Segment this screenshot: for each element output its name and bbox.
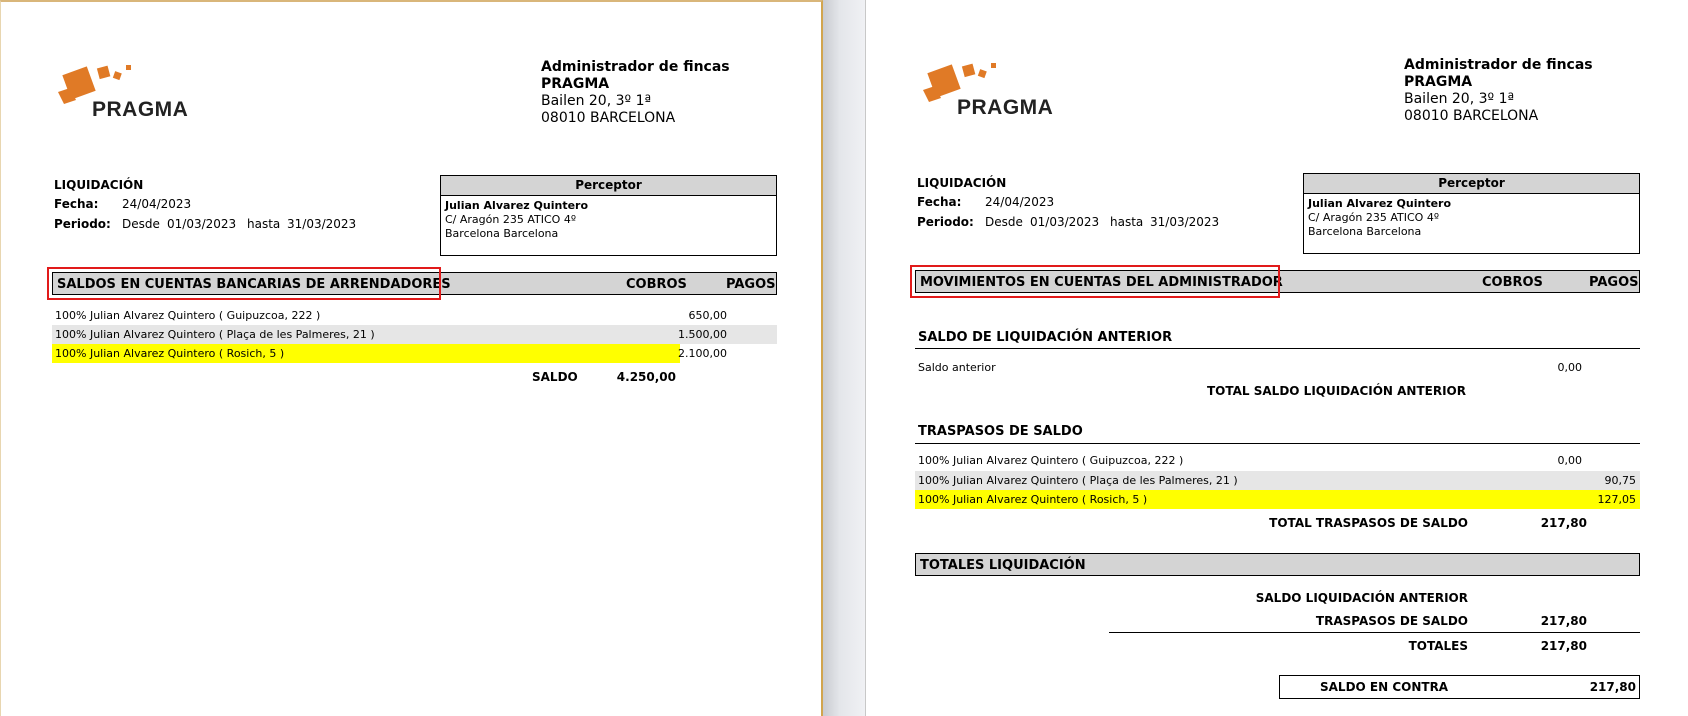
totales-traspasos-value: 217,80 [1540,614,1587,628]
fecha-value: 24/04/2023 [985,195,1055,209]
row-description: 100% Julian Alvarez Quintero ( Rosich, 5 ) [918,493,1148,506]
row-cobros: 1.500,00 [678,328,727,341]
admin-city: 08010 BARCELONA [1404,108,1539,124]
admin-title: Administrador de fincas [541,59,730,75]
section-title: SALDOS EN CUENTAS BANCARIAS DE ARRENDADORES [57,277,451,292]
total-traspasos-value: 217,80 [1540,516,1587,530]
perceptor-name: Julian Alvarez Quintero [1308,197,1452,210]
table-row [52,306,777,325]
fecha-label: Fecha: [54,197,99,211]
saldo-en-contra-label: SALDO EN CONTRA [1320,680,1449,694]
perceptor-name: Julian Alvarez Quintero [445,199,589,212]
row-description: 100% Julian Alvarez Quintero ( Guipuzcoa, 222 ) [918,454,1184,467]
saldo-en-contra-value: 217,80 [1589,680,1636,694]
desde-label: Desde [122,217,160,231]
row-description: Saldo anterior [918,361,996,374]
row-description: 100% Julian Alvarez Quintero ( Plaça de les Palmeres, 21 ) [55,328,375,341]
perceptor-city: Barcelona Barcelona [1308,225,1422,238]
perceptor-header: Perceptor [441,176,776,196]
pagos-column-header: PAGOS [1589,275,1639,290]
pagos-column-header: PAGOS [726,277,776,292]
totales-label: TOTALES [1408,639,1468,653]
annotation-highlight-box [47,267,441,300]
row-cobros: 2.100,00 [678,347,727,360]
totales-section-title: TOTALES LIQUIDACIÓN [920,558,1086,573]
row-description: 100% Julian Alvarez Quintero ( Guipuzcoa, 222 ) [55,309,321,322]
logo-text: PRAGMA [957,96,1054,119]
perceptor-box [440,175,777,256]
totales-anterior-label: SALDO LIQUIDACIÓN ANTERIOR [1255,591,1468,605]
row-cobros: 0,00 [1557,361,1582,374]
table-row [915,358,1640,377]
row-pagos: 90,75 [1604,474,1636,487]
admin-address-block [541,59,730,127]
hasta-value: 31/03/2023 [1150,215,1220,229]
table-row [52,325,777,344]
desde-label: Desde [985,215,1023,229]
pragma-logo [56,64,226,124]
document-page-left [0,0,823,716]
perceptor-box [1303,173,1640,254]
total-anterior-label: TOTAL SALDO LIQUIDACIÓN ANTERIOR [1207,384,1466,398]
totales-header-bar [915,553,1640,576]
annotation-highlight-box [910,265,1280,298]
periodo-label: Periodo: [917,215,974,229]
admin-city: 08010 BARCELONA [541,110,676,126]
totales-traspasos-label: TRASPASOS DE SALDO [1315,614,1468,628]
row-description: 100% Julian Alvarez Quintero ( Rosich, 5 ) [55,347,285,360]
document-page-right [865,0,1688,716]
table-row [915,451,1640,470]
row-description: 100% Julian Alvarez Quintero ( Plaça de les Palmeres, 21 ) [918,474,1238,487]
row-pagos: 127,05 [1597,493,1636,506]
admin-title: Administrador de fincas [1404,57,1593,73]
hasta-label: hasta [247,217,281,231]
section-title: MOVIMIENTOS EN CUENTAS DEL ADMINISTRADOR [920,275,1283,290]
hasta-label: hasta [1110,215,1144,229]
table-row-highlighted [52,344,727,363]
row-cobros: 0,00 [1557,454,1582,467]
desde-value: 01/03/2023 [167,217,237,231]
admin-name: PRAGMA [541,76,610,92]
perceptor-address: C/ Aragón 235 ATICO 4º [445,213,576,226]
page-separator [823,0,865,716]
perceptor-address: C/ Aragón 235 ATICO 4º [1308,211,1439,224]
cobros-column-header: COBROS [626,277,687,292]
section-divider [915,443,1640,444]
pragma-logo [921,62,1091,122]
row-cobros: 650,00 [688,309,727,322]
total-traspasos-label: TOTAL TRASPASOS DE SALDO [1269,516,1468,530]
admin-address: Bailen 20, 3º 1ª [541,93,652,109]
liquidacion-title: LIQUIDACIÓN [917,176,1007,190]
admin-address-block [1404,57,1593,125]
admin-address: Bailen 20, 3º 1ª [1404,91,1515,107]
traspasos-section-title: TRASPASOS DE SALDO [918,424,1083,439]
section-divider [915,348,1640,349]
saldo-label: SALDO [532,370,578,384]
table-row-highlighted [915,490,1640,509]
anterior-section-title: SALDO DE LIQUIDACIÓN ANTERIOR [918,330,1173,345]
totales-value: 217,80 [1540,639,1587,653]
perceptor-header: Perceptor [1304,174,1639,194]
periodo-label: Periodo: [54,217,111,231]
liquidacion-title: LIQUIDACIÓN [54,178,144,192]
hasta-value: 31/03/2023 [287,217,357,231]
fecha-label: Fecha: [917,195,962,209]
cobros-column-header: COBROS [1482,275,1543,290]
table-row [915,471,1640,490]
perceptor-city: Barcelona Barcelona [445,227,559,240]
admin-name: PRAGMA [1404,74,1473,90]
logo-text: PRAGMA [92,98,189,121]
totals-divider [1109,632,1640,633]
fecha-value: 24/04/2023 [122,197,192,211]
saldo-value: 4.250,00 [616,370,676,384]
desde-value: 01/03/2023 [1030,215,1100,229]
saldo-en-contra-box [1279,675,1640,699]
